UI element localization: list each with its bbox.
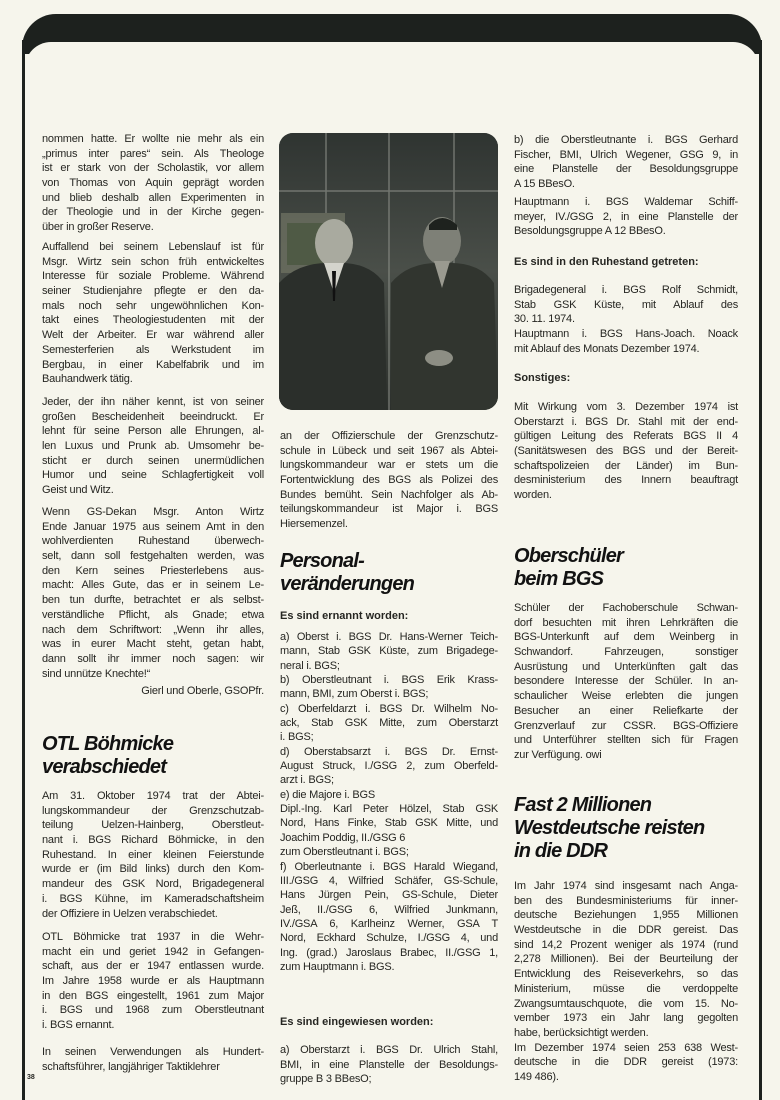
text-line: Jeder, der ihn näher kennt, ist von seiner — [42, 396, 264, 408]
author-signature: Gierl und Oberle, GSOPfr. — [141, 685, 264, 697]
text-line: schaftspolizeien der Länder) im Bun- — [514, 459, 738, 472]
text-line: i. BGS Kühne, im Kameradschaftsheim — [42, 892, 264, 905]
page-frame-inner — [25, 42, 759, 122]
list-item-line: c) Oberfeldarzt i. BGS Dr. Wilhelm No- — [280, 702, 498, 715]
text-line: lehnt für seine Person alle Ehrungen, al- — [42, 425, 264, 438]
text-line: macht ein und geriet 1942 in Gefangen- — [42, 945, 264, 958]
text-line: ben des Bundesministeriums für inner- — [514, 894, 738, 907]
text-line: Im Jahr 1974 sind insgesamt nach Anga- — [514, 880, 738, 892]
text-line: lungskommandeur der Grenzschutzab- — [42, 804, 264, 817]
list-item-line: IV./GSA 6, Karlheinz Werner, GSA T — [280, 917, 498, 930]
text-line: Fischer, BMI, Ulrich Wegener, GSG 9, in — [514, 148, 738, 161]
list-item-line: Ing. (grad.) Jaroslaus Brabec, II./GSG 1, — [280, 946, 498, 959]
text-line: wurde er (im Bild links) durch den Kom- — [42, 863, 264, 876]
paragraph-column3-p4 — [514, 400, 738, 503]
text-line: Westdeutsche in die DDR gereist. Das — [514, 924, 738, 937]
list-item-line: mann, BMI, zum Oberst i. BGS; — [280, 688, 429, 701]
paragraph-column1-p2 — [42, 240, 264, 387]
text-line: OTL Böhmicke trat 1937 in die Wehr- — [42, 931, 264, 943]
paragraph-column2-p1 — [280, 429, 498, 532]
text-line: Fortentwicklung des BGS als Polizei des — [280, 474, 498, 487]
list-item-line: Jeß, II./GSG 6, Wilfried Junkmann, — [280, 903, 498, 916]
text-line: Hiersemenzel. — [280, 518, 348, 531]
appointment-list-column2-list — [280, 630, 498, 974]
text-line: 149 486). — [514, 1070, 559, 1083]
text-line: Ministerium, müsse die verdoppelte — [514, 982, 738, 995]
text-line: dann sollt ihr immer noch sagen: wir — [42, 652, 264, 665]
text-line: Besoldungsgruppe A 12 BBesO. — [514, 225, 666, 238]
list-item-line: August Struck, I./GSG 2, zum Oberfeld- — [280, 760, 498, 773]
text-line: großen Bescheidenheit beeindruckt. Er — [42, 410, 264, 423]
section-subheading: Es sind ernannt worden: — [280, 610, 409, 622]
paragraph-column1-p1 — [42, 132, 264, 235]
text-line: Welt der Arbeiter. Er war während aller — [42, 329, 264, 342]
list-item-line: III./GSG 4, Wilfried Schäfer, GS-Schule, — [280, 874, 498, 887]
paragraph-column3-p3 — [514, 283, 738, 356]
text-line: mandeur des GSK Nord, Brigadegeneral — [42, 878, 264, 891]
paragraph-column3-p6 — [514, 879, 738, 1085]
paragraph-column3-p1 — [514, 133, 738, 192]
text-line: a) Oberstarzt i. BGS Dr. Ulrich Stahl, — [280, 1044, 498, 1056]
text-line: Am 31. Oktober 1974 trat der Abtei- — [42, 790, 264, 802]
heading-line: veränderungen — [280, 573, 415, 595]
article-heading — [42, 733, 264, 779]
text-line: Hauptmann i. BGS Waldemar Schiff- — [514, 196, 738, 208]
list-item-line: e) die Majore i. BGS — [280, 788, 376, 801]
text-line: eine Planstelle der Besoldungsgruppe — [514, 163, 738, 176]
text-line: Bauhandwerk tätig. — [42, 373, 133, 386]
text-line: nant i. BGS Richard Böhmicke, in den — [42, 834, 264, 847]
text-line: schaftsführer, langjähriger Taktiklehrer — [42, 1060, 220, 1073]
text-line: über in großer Reserve. — [42, 221, 154, 234]
text-line: schule in Lübeck und seit 1967 als Abtei- — [280, 444, 498, 457]
text-line: mals noch sehr ungewöhnlichen Kon- — [42, 299, 264, 312]
text-line: Brigadegeneral i. BGS Rolf Schmidt, — [514, 284, 738, 296]
text-line: 30. 11. 1974. — [514, 313, 575, 326]
text-line: 2,278 Millionen). Bei der Beurteilung der — [514, 953, 738, 966]
section-subheading: Es sind in den Ruhestand getreten: — [514, 256, 699, 268]
heading-line: OTL Böhmicke — [42, 733, 174, 755]
text-line: meyer, IV./GSG 2, in eine Planstelle der — [514, 210, 738, 223]
paragraph-column1-p5 — [42, 789, 264, 921]
text-line: dorf besuchten mit ihren Lehrkräften die — [514, 616, 738, 629]
text-line: desministerium des Innern beauftragt — [514, 474, 738, 487]
text-line: nommen hatte. Er wollte nie mehr als ein — [42, 133, 264, 145]
text-line: der Theologie und in der Kirche gegen- — [42, 206, 264, 219]
text-line: Im Jahre 1958 wurde er als Hauptmann — [42, 975, 264, 988]
section-subheading: Sonstiges: — [514, 372, 571, 384]
text-line: ben tun durfte, betrachtet er als selbst- — [42, 594, 264, 607]
text-line: Entwicklung des Reiseverkehrs, so das — [514, 968, 738, 981]
text-line: „primus inter pares“ sein. Als Theologe — [42, 147, 264, 160]
paragraph-column2-p2 — [280, 1043, 498, 1087]
text-line: deutsche in die DDR gereist (1973: — [514, 1056, 738, 1069]
text-line: Auffallend bei seinem Lebenslauf ist für — [42, 241, 264, 253]
text-line: i. BGS ernannt. — [42, 1019, 115, 1032]
text-line: Ende Januar 1975 aus seinem Amt in den — [42, 520, 264, 533]
text-line: Msgr. Wirtz sein schon früh entwickeltes — [42, 255, 264, 268]
text-line: Hauptmann i. BGS Hans-Joach. Noack — [514, 328, 738, 341]
text-line: deutsche Beziehungen 1,955 Millionen — [514, 909, 738, 922]
article-heading — [280, 550, 498, 596]
paragraph-column1-p4 — [42, 505, 264, 681]
text-line: b) die Oberstleutnante i. BGS Gerhard — [514, 134, 738, 146]
heading-line: in die DDR — [514, 840, 608, 862]
article-heading — [514, 794, 738, 863]
text-line: sind unnütze Knechte!“ — [42, 667, 151, 680]
section-subheading: Es sind eingewiesen worden: — [280, 1016, 434, 1028]
heading-line: Oberschüler — [514, 545, 624, 567]
text-line: sticht er durch seinen unermüdlichen — [42, 454, 264, 467]
list-item-line: Hans Jürgen Pein, GS-Schule, Dieter — [280, 889, 498, 902]
paragraph-column1-p7 — [42, 1045, 264, 1074]
text-line: vember 1973 ein Jahr lang gegolten — [514, 1012, 738, 1025]
text-line: gruppe B 3 BBesO; — [280, 1073, 372, 1086]
text-line: lungskommandeur war er stets um die — [280, 459, 498, 472]
list-item-line: Dipl.-Ing. Karl Peter Hölzel, Stab GSK — [280, 803, 498, 816]
text-line: in den BGS eingestellt, 1961 zum Major — [42, 989, 264, 1002]
list-item-line: zum Oberstleutnant i. BGS; — [280, 846, 409, 859]
text-line: zur Verfügung. owi — [514, 748, 602, 761]
list-item-line: ack, Stab GSK Mitte, zum Oberstarzt — [280, 717, 498, 730]
text-line: was in eurer Macht steht, getan habt, — [42, 638, 264, 651]
text-line: mit Ablauf des Monats Dezember 1974. — [514, 342, 700, 355]
list-item-line: i. BGS; — [280, 731, 314, 744]
text-line: verständliche Pflicht, als Gnade; etwa — [42, 608, 264, 621]
text-line: den Kern seines Priesterlebens aus- — [42, 564, 264, 577]
paragraph-column3-p2 — [514, 195, 738, 239]
text-line: worden. — [514, 489, 552, 502]
page-frame-left-rule — [22, 40, 25, 1100]
list-item-line: a) Oberst i. BGS Dr. Hans-Werner Teich- — [280, 631, 498, 643]
text-line: BGS-Unterkunft auf dem Weinberg in — [514, 631, 738, 644]
text-line: Geist und Witz. — [42, 484, 114, 497]
text-line: Zwangsumtauschquote, die vom 15. No- — [514, 997, 738, 1010]
text-line: Mit Wirkung vom 3. Dezember 1974 ist — [514, 401, 738, 413]
list-item-line: arzt i. BGS; — [280, 774, 334, 787]
text-line: selt, dann soll festgehalten werden, was — [42, 550, 264, 563]
text-line: i. BGS und 1968 zum Oberstleutnant — [42, 1004, 264, 1017]
text-line: schaft, aus der er 1947 entlassen wurde. — [42, 960, 264, 973]
text-line: sind 14,2 Prozent weniger als 1974 (rund — [514, 938, 738, 951]
text-line: teilung Uelzen-Hainberg, Oberstleut- — [42, 819, 264, 832]
list-item-line: d) Oberstabsarzt i. BGS Dr. Ernst- — [280, 745, 498, 758]
text-line: In seinen Verwendungen als Hundert- — [42, 1046, 264, 1058]
text-line: schaulicher Weise erlebten die jungen — [514, 690, 738, 703]
text-line: (Sanitätswesen des BGS und der Bereit- — [514, 445, 738, 458]
text-line: Im Dezember 1974 seien 253 638 West- — [514, 1041, 738, 1054]
text-line: A 15 BBesO. — [514, 178, 575, 191]
photo-two-officers — [279, 133, 498, 410]
heading-line: beim BGS — [514, 568, 604, 590]
text-line: Oberstarzt i. BGS Dr. Stahl mit der end- — [514, 415, 738, 428]
heading-line: verabschiedet — [42, 756, 167, 778]
text-line: Ausrüstung und Unterkünften galt das — [514, 660, 738, 673]
paragraph-column3-p5 — [514, 601, 738, 763]
text-line: von Thomas von Aquin geprägt worden — [42, 177, 264, 190]
text-line: Semesterferien als Werkstudent im — [42, 343, 264, 356]
heading-line: Personal- — [280, 550, 364, 572]
text-line: ist er stark von der Scholastik, vor allem — [42, 162, 264, 175]
text-line: Stab GSK Küste, mit Ablauf des — [514, 298, 738, 311]
list-item-line: neral i. BGS; — [280, 659, 340, 672]
text-line: takt eines Theologiestudenten mit der — [42, 314, 264, 327]
list-item-line: zum Hauptmann i. BGS. — [280, 960, 395, 973]
text-line: Schüler der Fachoberschule Schwan- — [514, 602, 738, 614]
list-item-line: Nord, Hans Finke, Stab GSK Mitte, und — [280, 817, 498, 830]
text-line: an der Offizierschule der Grenzschutz- — [280, 430, 498, 442]
list-item-line: Joachim Poddig, II./GSG 6 — [280, 831, 406, 844]
text-line: besondere Interesse der Schüler. In an- — [514, 675, 738, 688]
text-line: Ruhestand. In einer kleinen Feierstunde — [42, 848, 264, 861]
paragraph-column1-p6 — [42, 930, 264, 1033]
text-line: der Offiziere in Uelzen verabschiedet. — [42, 907, 218, 920]
text-line: Bergbau, in einer Kabelfabrik und im — [42, 358, 264, 371]
text-line: Humor und seine Schlagfertigkeit voll — [42, 469, 264, 482]
text-line: gültigen Leitung des Referats BGS II 4 — [514, 430, 738, 443]
text-line: Schwandorf. Fahrzeugen, sonstiger — [514, 646, 738, 659]
text-line: teilungskommandeur ist Major i. BGS — [280, 503, 498, 516]
list-item-line: f) Oberleutnante i. BGS Harald Wiegand, — [280, 860, 498, 873]
text-line: Grenzverlauf zur CSSR. BGS-Offiziere — [514, 719, 738, 732]
text-line: wohlverdienten Ruhestand überwech- — [42, 535, 264, 548]
list-item-line: mann, Stab GSK Küste, zum Brigadege- — [280, 645, 498, 658]
heading-line: Fast 2 Millionen — [514, 794, 652, 816]
text-line: Wenn GS-Dekan Msgr. Anton Wirtz — [42, 506, 264, 518]
text-line: und blieb deshalb allen Experimenten in — [42, 191, 264, 204]
page-frame-right-rule — [759, 40, 762, 1100]
text-line: nach dem Schriftwort: „Wenn ihr alles, — [42, 623, 264, 636]
page-number: 38 — [27, 1074, 35, 1081]
list-item-line: b) Oberstleutnant i. BGS Erik Krass- — [280, 674, 498, 687]
list-item-line: Nord, Eckhard Schulze, I./GSG 4, und — [280, 932, 498, 945]
text-line: BMI, in eine Planstelle der Besoldungs- — [280, 1058, 498, 1071]
article-heading — [514, 545, 738, 591]
text-line: Bundes bemüht. Sein Nachfolger als Ab- — [280, 488, 498, 501]
text-line: habe, berücksichtigt werden. — [514, 1026, 649, 1039]
text-line: und Unterführer stellten sich für Fragen — [514, 734, 738, 747]
text-line: len Luxus und Prunk ab. Umsomehr be- — [42, 440, 264, 453]
text-line: seiner Studienjahre pflegte er den da- — [42, 285, 264, 298]
text-line: macht: Alles Gute, das er in seinem Le- — [42, 579, 264, 592]
paragraph-column1-p3 — [42, 395, 264, 498]
text-line: Interesse für soziale Probleme. Während — [42, 270, 264, 283]
heading-line: Westdeutsche reisten — [514, 817, 705, 839]
text-line: Besucher an einer Reliefkarte der — [514, 704, 738, 717]
